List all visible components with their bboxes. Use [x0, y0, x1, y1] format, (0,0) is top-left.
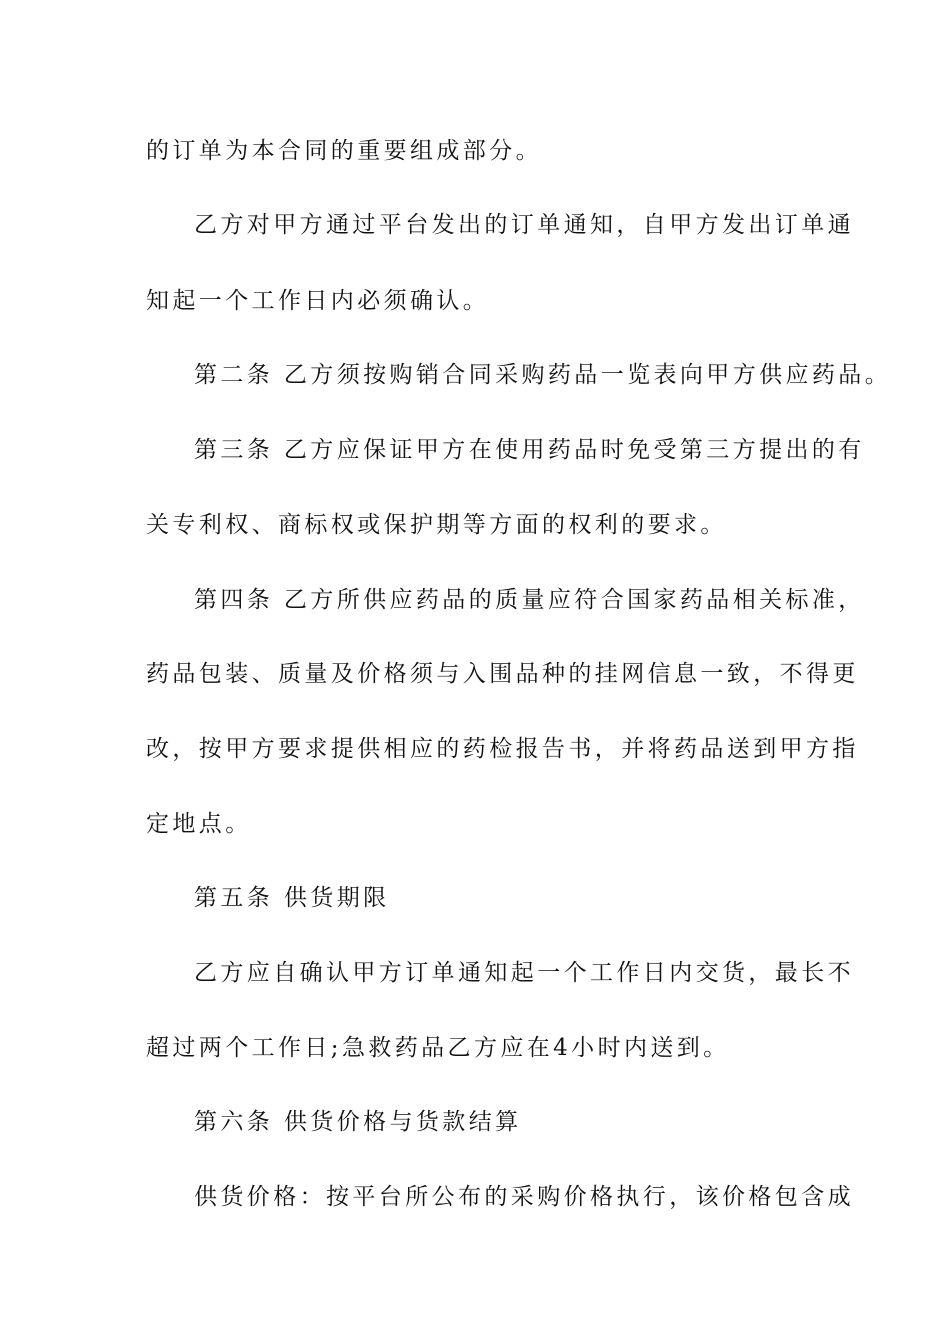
- text-line: 超过两个工作日;急救药品乙方应在4小时内送到。: [146, 1035, 730, 1061]
- article-5-heading: 第五条 供货期限: [194, 885, 390, 911]
- article-6-heading: 第六条 供货价格与货款结算: [194, 1109, 522, 1135]
- article-2-line: 第二条 乙方须按购销合同采购药品一览表向甲方供应药品。: [194, 362, 892, 388]
- text-line: 供货价格：按平台所公布的采购价格执行，该价格包含成: [194, 1184, 854, 1210]
- text-line: 改，按甲方要求提供相应的药检报告书，并将药品送到甲方指: [146, 736, 859, 762]
- text-line: 乙方应自确认甲方订单通知起一个工作日内交货，最长不: [194, 960, 854, 986]
- article-3-line: 第三条 乙方应保证甲方在使用药品时免受第三方提出的有: [194, 437, 865, 463]
- text-line: 定地点。: [146, 811, 252, 837]
- text-line: 的订单为本合同的重要组成部分。: [146, 138, 542, 164]
- text-line: 药品包装、质量及价格须与入围品种的挂网信息一致，不得更: [146, 661, 859, 687]
- text-line: 关专利权、商标权或保护期等方面的权利的要求。: [146, 512, 727, 538]
- text-line: 知起一个工作日内必须确认。: [146, 288, 490, 314]
- text-line: 乙方对甲方通过平台发出的订单通知，自甲方发出订单通: [194, 212, 854, 238]
- article-4-line: 第四条 乙方所供应药品的质量应符合国家药品相关标准，: [194, 587, 865, 613]
